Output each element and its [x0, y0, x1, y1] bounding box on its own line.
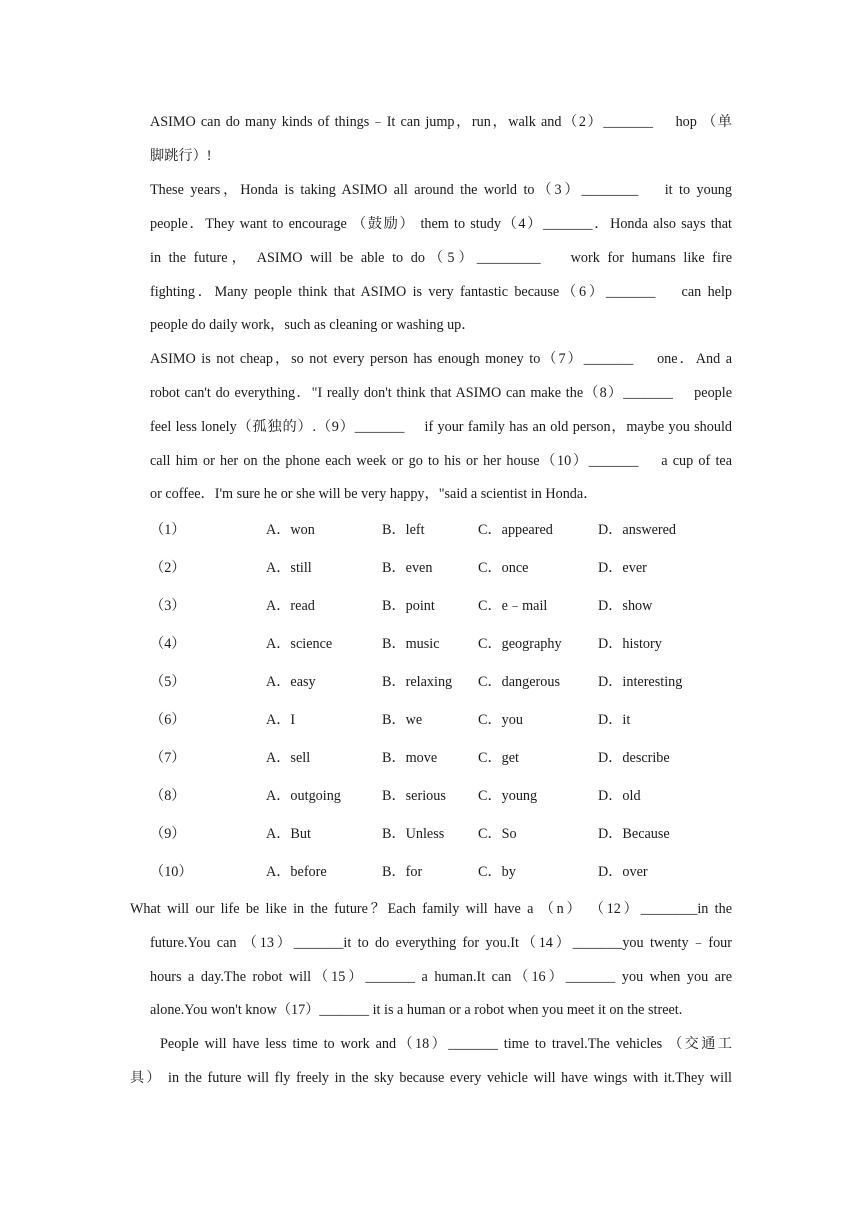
passage1-line-7: people do daily work，such as cleaning or washing up． — [150, 317, 476, 333]
option-b[interactable]: B．music — [382, 636, 440, 652]
option-b[interactable]: B．left — [382, 522, 425, 538]
option-d[interactable]: D．show — [598, 598, 653, 614]
passage1-line-1: ASIMO can do many kinds of things﹣It can jump，run，walk and（2）_______ hop （单 — [150, 114, 732, 130]
passage1-line-2: 脚跳行）! — [150, 148, 212, 164]
option-d[interactable]: D．ever — [598, 560, 647, 576]
question-number: （2） — [150, 560, 186, 576]
question-number: （1） — [150, 522, 186, 538]
question-number: （3） — [150, 598, 186, 614]
option-c[interactable]: C．So — [478, 826, 517, 842]
option-row — [150, 520, 750, 540]
option-c[interactable]: C．appeared — [478, 522, 553, 538]
passage2-line-1: What will our life be like in the future？Each family will have a （n） （12）________in the — [130, 901, 732, 917]
option-a[interactable]: A．outgoing — [266, 788, 341, 804]
option-b[interactable]: B．point — [382, 598, 435, 614]
option-c[interactable]: C．e﹣mail — [478, 598, 548, 614]
option-c[interactable]: C．young — [478, 788, 538, 804]
option-a[interactable]: A．sell — [266, 750, 311, 766]
option-d[interactable]: D．over — [598, 864, 648, 880]
passage2-line-4: alone.You won't know（17）_______ it is a human or a robot when you meet it on the street. — [150, 1002, 683, 1018]
passage1-line-8: ASIMO is not cheap，so not every person has enough money to（7）_______ one．And a — [150, 351, 732, 367]
passage1-line-12: or coffee．I'm sure he or she will be very happy，"said a scientist in Honda． — [150, 486, 598, 502]
option-row — [150, 862, 750, 882]
option-row — [150, 558, 750, 578]
option-row — [150, 596, 750, 616]
option-c[interactable]: C．by — [478, 864, 516, 880]
question-number: （10） — [150, 864, 193, 880]
option-row — [150, 710, 750, 730]
option-a[interactable]: A．But — [266, 826, 311, 842]
option-b[interactable]: B．relaxing — [382, 674, 453, 690]
question-number: （8） — [150, 788, 186, 804]
question-number: （5） — [150, 674, 186, 690]
option-a[interactable]: A．read — [266, 598, 315, 614]
option-d[interactable]: D．it — [598, 712, 631, 728]
question-number: （4） — [150, 636, 186, 652]
option-d[interactable]: D．describe — [598, 750, 670, 766]
passage1-line-6: fighting．Many people think that ASIMO is very fantastic because（6）_______ can help — [150, 284, 732, 300]
passage2-line-6: 具） in the future will fly freely in the sky because every vehicle will have wings with it.They will — [130, 1070, 732, 1086]
passage2-line-2: future.You can （13）_______it to do everything for you.It（14）_______you twenty﹣four — [150, 935, 732, 951]
option-b[interactable]: B．serious — [382, 788, 446, 804]
passage1-line-3: These years，Honda is taking ASIMO all around the world to（3）________ it to young — [150, 182, 732, 198]
option-b[interactable]: B．for — [382, 864, 423, 880]
question-number: （9） — [150, 826, 186, 842]
passage1-line-5: in the future， ASIMO will be able to do（5）_________ work for humans like fire — [150, 250, 732, 266]
option-a[interactable]: A．science — [266, 636, 333, 652]
passage1-line-11: call him or her on the phone each week or go to his or her house（10）_______ a cup of tea — [150, 453, 732, 469]
option-c[interactable]: C．geography — [478, 636, 562, 652]
option-c[interactable]: C．once — [478, 560, 529, 576]
question-number: （6） — [150, 712, 186, 728]
option-d[interactable]: D．old — [598, 788, 641, 804]
option-b[interactable]: B．Unless — [382, 826, 445, 842]
passage1-line-4: people．They want to encourage （鼓励） them to study（4）_______．Honda also says that — [150, 216, 732, 232]
option-d[interactable]: D．answered — [598, 522, 677, 538]
passage2-line-5: People will have less time to work and（18）_______ time to travel.The vehicles （交通工 — [160, 1036, 732, 1052]
option-a[interactable]: A．before — [266, 864, 327, 880]
option-b[interactable]: B．we — [382, 712, 423, 728]
option-d[interactable]: D．interesting — [598, 674, 683, 690]
passage2-line-3: hours a day.The robot will（15）_______ a human.It can（16）_______ you when you are — [150, 969, 732, 985]
option-c[interactable]: C．dangerous — [478, 674, 560, 690]
passage1-line-10: feel less lonely（孤独的）.（9）_______ if your family has an old person，maybe you should — [150, 419, 732, 435]
question-number: （7） — [150, 750, 186, 766]
option-c[interactable]: C．you — [478, 712, 523, 728]
option-row — [150, 634, 750, 654]
option-a[interactable]: A．I — [266, 712, 296, 728]
option-row — [150, 824, 750, 844]
option-a[interactable]: A．still — [266, 560, 312, 576]
option-d[interactable]: D．history — [598, 636, 662, 652]
option-row — [150, 672, 750, 692]
option-row — [150, 748, 750, 768]
option-b[interactable]: B．move — [382, 750, 438, 766]
option-c[interactable]: C．get — [478, 750, 519, 766]
option-row — [150, 786, 750, 806]
option-a[interactable]: A．won — [266, 522, 315, 538]
option-a[interactable]: A．easy — [266, 674, 316, 690]
option-d[interactable]: D．Because — [598, 826, 670, 842]
passage1-line-9: robot can't do everything．"I really don't think that ASIMO can make the（8）_______ people — [150, 385, 732, 401]
option-b[interactable]: B．even — [382, 560, 433, 576]
